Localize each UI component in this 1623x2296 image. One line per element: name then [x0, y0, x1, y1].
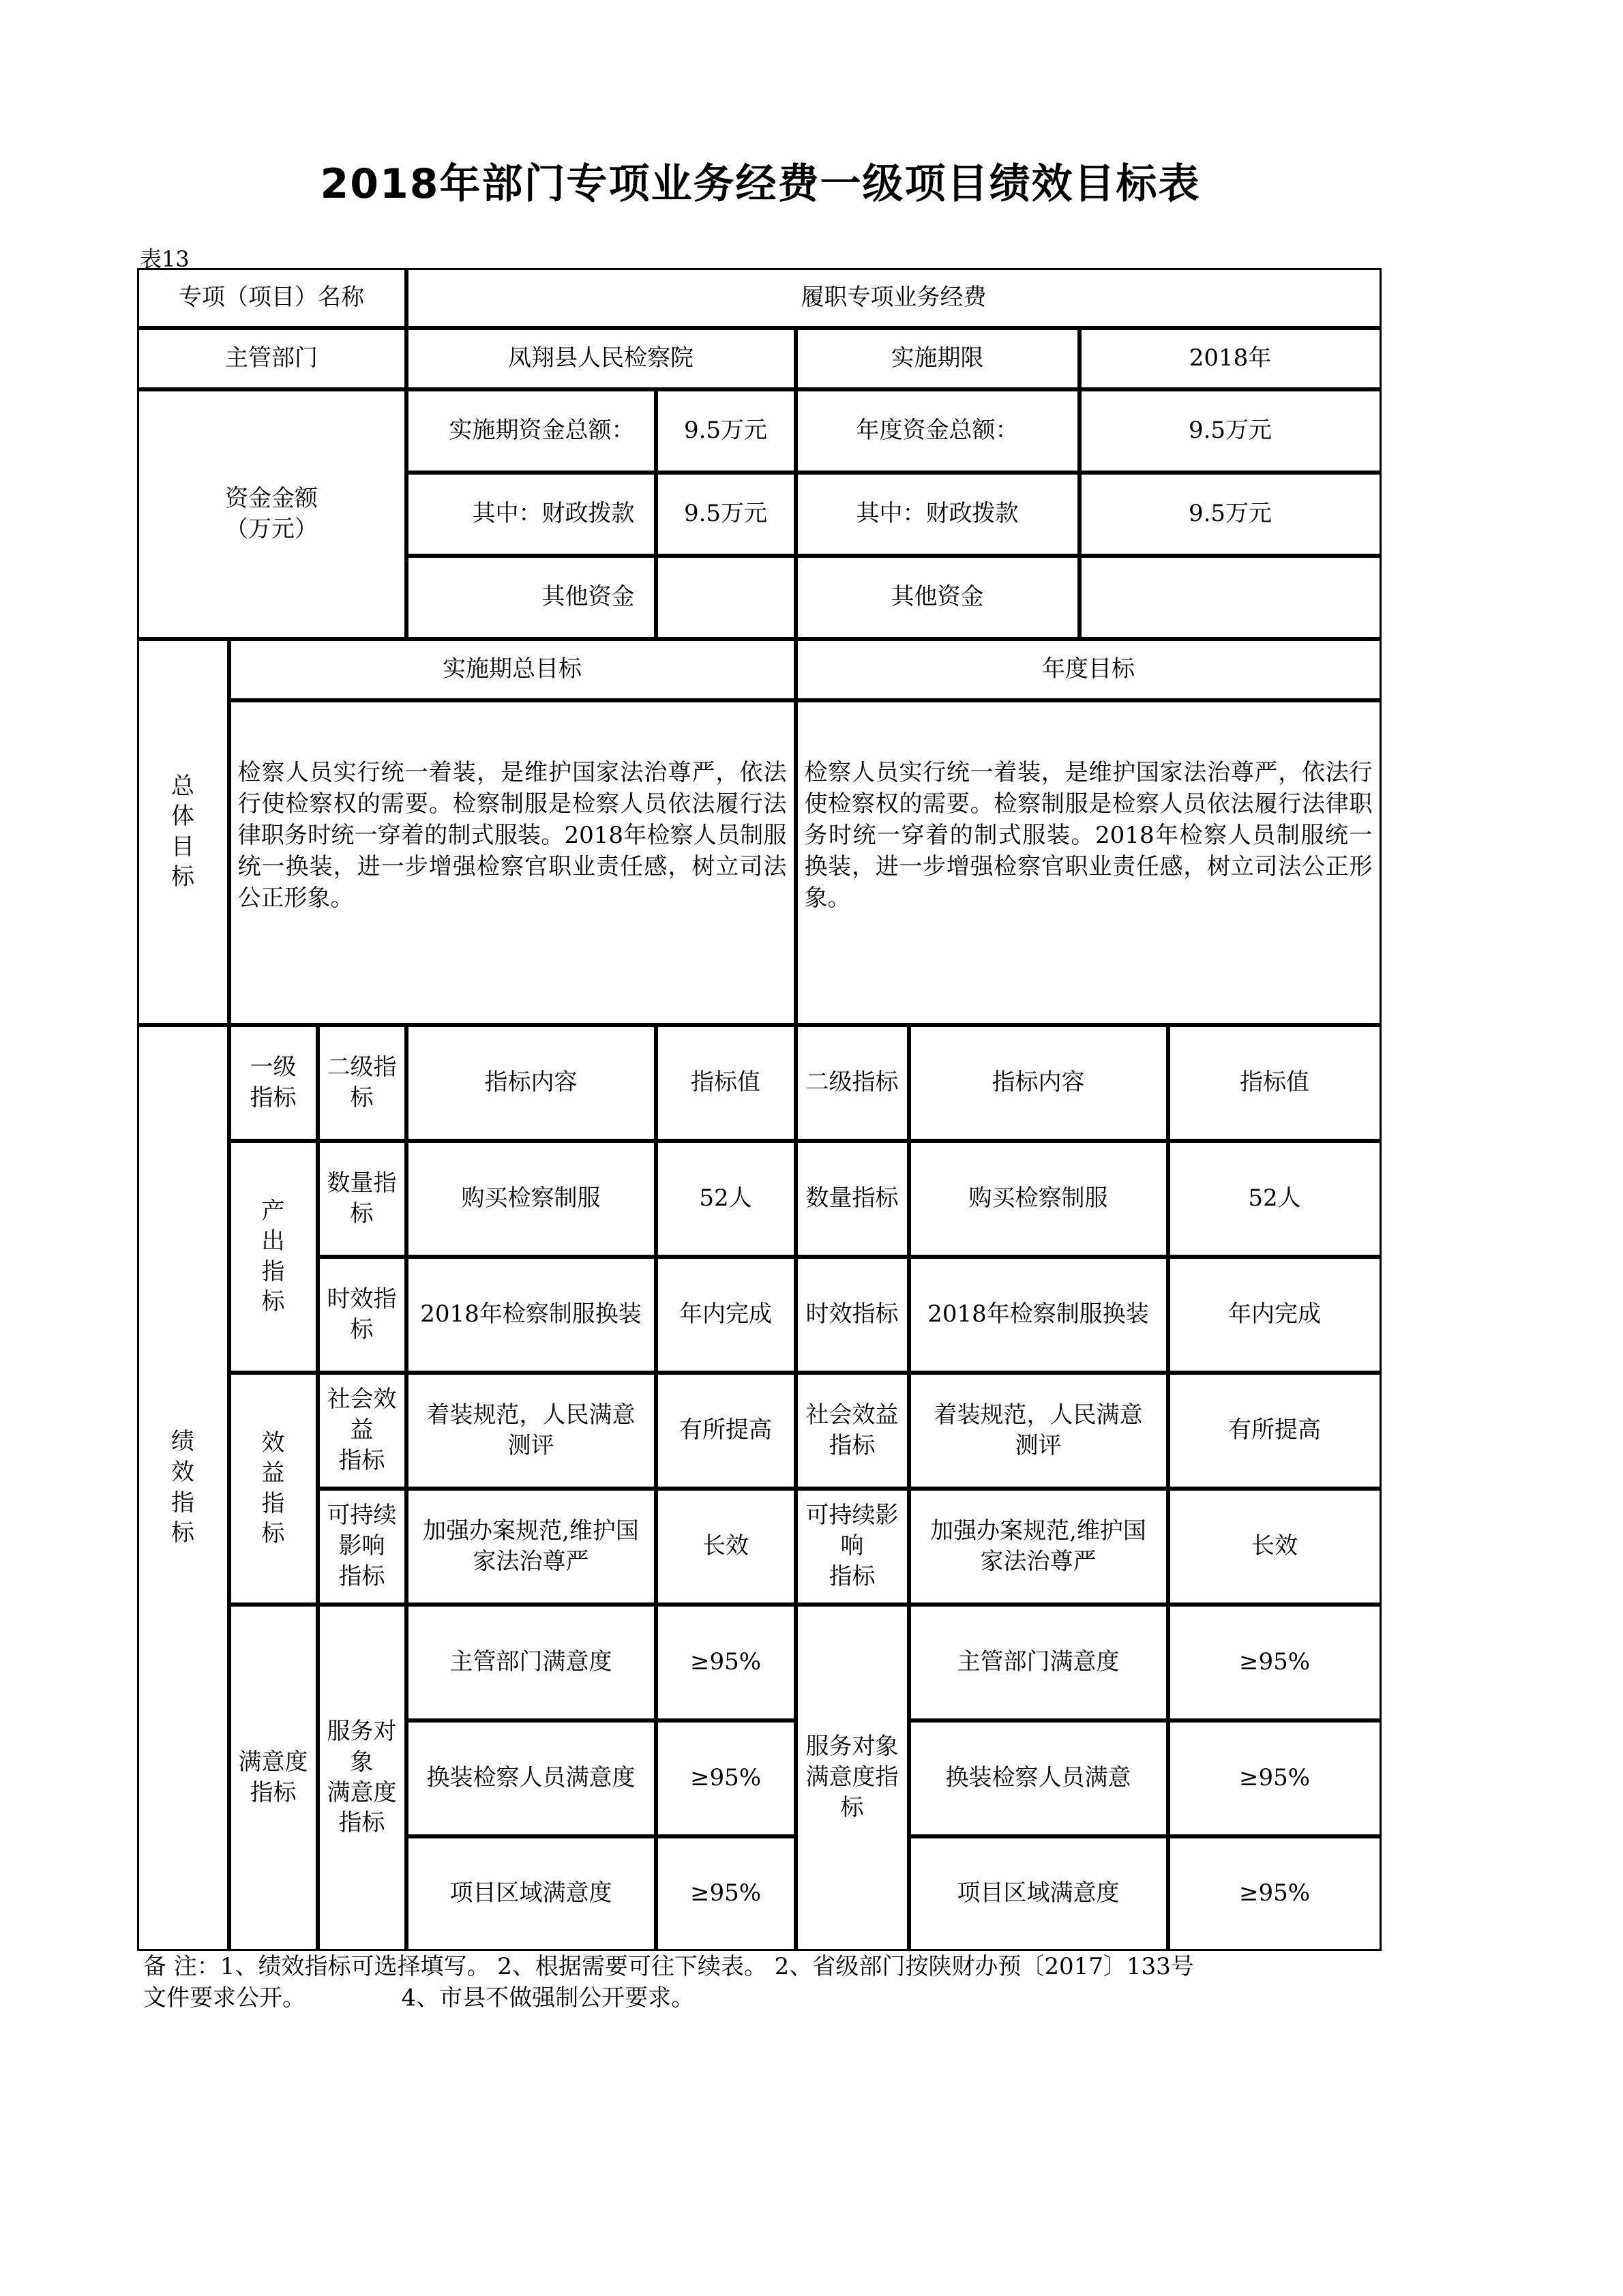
- quantity-value: 52人: [656, 1141, 796, 1257]
- header-level2: 二级指 标: [318, 1025, 406, 1141]
- staff-satisfaction-content-annual: 换装检察人员满意: [909, 1720, 1168, 1836]
- timeliness-content: 2018年检察制服换装: [406, 1257, 656, 1373]
- goals-label: 总 体 目 标: [137, 639, 229, 1025]
- other-funds-label: 其他资金: [406, 556, 656, 639]
- fiscal-funds-value-annual: 9.5万元: [1079, 473, 1382, 556]
- sustainable-value-annual: 长效: [1168, 1489, 1382, 1605]
- table-number: 表13: [140, 246, 190, 272]
- service-satisfaction-indicator: 服务对 象 满意度 指标: [318, 1605, 406, 1951]
- total-funds-value: 9.5万元: [656, 389, 796, 473]
- period-value: 2018年: [1079, 328, 1382, 389]
- header-value-annual: 指标值: [1168, 1025, 1382, 1141]
- period-goal-header: 实施期总目标: [229, 639, 796, 700]
- region-satisfaction-content: 项目区域满意度: [406, 1836, 656, 1951]
- footnote-line-1: 备 注：1、绩效指标可选择填写。 2、根据需要可往下续表。 2、省级部门按陕财办预〔2017〕133号: [143, 1953, 1194, 1980]
- annual-goal-header: 年度目标: [796, 639, 1382, 700]
- timeliness-value-annual: 年内完成: [1168, 1257, 1382, 1373]
- project-name-label: 专项（项目）名称: [137, 268, 406, 328]
- dept-satisfaction-content: 主管部门满意度: [406, 1605, 656, 1720]
- sustainable-content: 加强办案规范,维护国 家法治尊严: [406, 1489, 656, 1605]
- timeliness-content-annual: 2018年检察制服换装: [909, 1257, 1168, 1373]
- sustainable-indicator-annual: 可持续影 响 指标: [796, 1489, 909, 1605]
- quantity-content-annual: 购买检察制服: [909, 1141, 1168, 1257]
- funds-label: 资金金额 （万元）: [137, 389, 406, 639]
- perf-label: 绩 效 指 标: [137, 1025, 229, 1951]
- social-benefit-value-annual: 有所提高: [1168, 1373, 1382, 1489]
- header-content-annual: 指标内容: [909, 1025, 1168, 1141]
- period-label: 实施期限: [796, 328, 1079, 389]
- other-funds-value: [656, 556, 796, 639]
- service-satisfaction-indicator-annual: 服务对象 满意度指 标: [796, 1605, 909, 1951]
- page-title: 2018年部门专项业务经费一级项目绩效目标表: [320, 160, 1201, 208]
- dept-value: 凤翔县人民检察院: [406, 328, 796, 389]
- quantity-value-annual: 52人: [1168, 1141, 1382, 1257]
- header-content: 指标内容: [406, 1025, 656, 1141]
- sustainable-value: 长效: [656, 1489, 796, 1605]
- benefit-indicator-label: 效 益 指 标: [229, 1373, 318, 1605]
- annual-funds-value: 9.5万元: [1079, 389, 1382, 473]
- social-benefit-content: 着装规范，人民满意 测评: [406, 1373, 656, 1489]
- satisfaction-indicator-label: 满意度 指标: [229, 1605, 318, 1951]
- staff-satisfaction-content: 换装检察人员满意度: [406, 1720, 656, 1836]
- timeliness-value: 年内完成: [656, 1257, 796, 1373]
- social-benefit-indicator-annual: 社会效益 指标: [796, 1373, 909, 1489]
- annual-funds-label: 年度资金总额：: [796, 389, 1079, 473]
- social-benefit-content-annual: 着装规范，人民满意 测评: [909, 1373, 1168, 1489]
- project-name-value: 履职专项业务经费: [406, 268, 1382, 328]
- fiscal-funds-value: 9.5万元: [656, 473, 796, 556]
- sustainable-content-annual: 加强办案规范,维护国 家法治尊严: [909, 1489, 1168, 1605]
- output-indicator-label: 产 出 指 标: [229, 1141, 318, 1373]
- staff-satisfaction-value: ≥95%: [656, 1720, 796, 1836]
- header-level1: 一级 指标: [229, 1025, 318, 1141]
- staff-satisfaction-value-annual: ≥95%: [1168, 1720, 1382, 1836]
- dept-label: 主管部门: [137, 328, 406, 389]
- other-funds-value-annual: [1079, 556, 1382, 639]
- dept-satisfaction-content-annual: 主管部门满意度: [909, 1605, 1168, 1720]
- annual-goal-text: 检察人员实行统一着装，是维护国家法治尊严，依法行使检察权的需要。检察制服是检察人员依法履行法律职务时统一穿着的制式服装。2018年检察人员制服统一换装，进一步增强检察官职业责任感，树立司法公正形象。: [796, 700, 1382, 1025]
- fiscal-funds-label-annual: 其中：财政拨款: [796, 473, 1079, 556]
- header-value: 指标值: [656, 1025, 796, 1141]
- header-level2-annual: 二级指标: [796, 1025, 909, 1141]
- dept-satisfaction-value-annual: ≥95%: [1168, 1605, 1382, 1720]
- other-funds-label-annual: 其他资金: [796, 556, 1079, 639]
- fiscal-funds-label: 其中：财政拨款: [406, 473, 656, 556]
- social-benefit-value: 有所提高: [656, 1373, 796, 1489]
- quantity-indicator-annual: 数量指标: [796, 1141, 909, 1257]
- footnote-line-2: 文件要求公开。 4、市县不做强制公开要求。: [143, 1984, 695, 2012]
- sustainable-indicator: 可持续 影响 指标: [318, 1489, 406, 1605]
- footnote: [143, 1952, 1384, 2014]
- region-satisfaction-value: ≥95%: [656, 1836, 796, 1951]
- total-funds-label: 实施期资金总额：: [406, 389, 656, 473]
- timeliness-indicator-annual: 时效指标: [796, 1257, 909, 1373]
- quantity-content: 购买检察制服: [406, 1141, 656, 1257]
- period-goal-text: 检察人员实行统一着装，是维护国家法治尊严，依法行使检察权的需要。检察制服是检察人员依法履行法律职务时统一穿着的制式服装。2018年检察人员制服统一换装，进一步增强检察官职业责任感，树立司法公正形象。: [229, 700, 796, 1025]
- dept-satisfaction-value: ≥95%: [656, 1605, 796, 1720]
- region-satisfaction-content-annual: 项目区域满意度: [909, 1836, 1168, 1951]
- quantity-indicator: 数量指 标: [318, 1141, 406, 1257]
- social-benefit-indicator: 社会效 益 指标: [318, 1373, 406, 1489]
- region-satisfaction-value-annual: ≥95%: [1168, 1836, 1382, 1951]
- timeliness-indicator: 时效指 标: [318, 1257, 406, 1373]
